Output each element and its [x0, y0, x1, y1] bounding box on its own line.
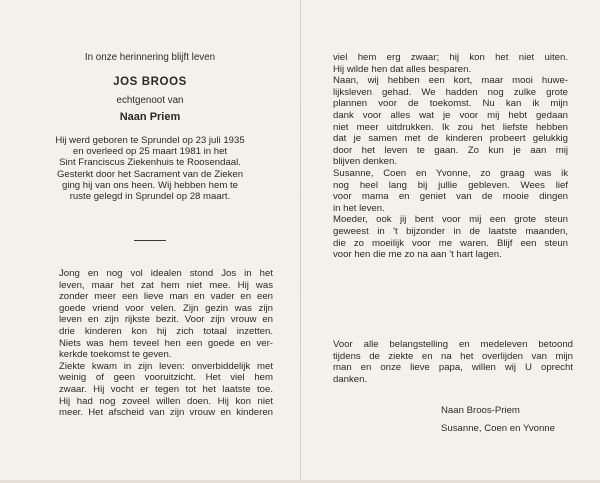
farewell-line: voor hen die me zo na aan 't hart lagen.	[333, 249, 502, 261]
farewell-line: Naan, wij hebben een kort, maar mooi huwe-	[333, 75, 568, 87]
farewell-line: dat je samen met de kinderen probeert gelukkig	[333, 133, 568, 145]
farewell-line: die zo moeilijk voor me waren. Blijf een steun	[333, 237, 568, 249]
signature-line: Naan Broos-Priem	[441, 405, 520, 416]
thanks-line: Voor alle belangstelling en medeleven betoond	[333, 339, 573, 350]
farewell-line: door het leven te gaan. Zo kun je aan mij	[333, 144, 568, 156]
story-paragraphs	[59, 268, 273, 419]
story-line: goede vriend voor velen. Zijn gezin was zijn	[59, 302, 273, 314]
bio-line: en overleed op 25 maart 1981 in het	[72, 146, 228, 158]
farewell-line: Moeder, ook jij bent voor mij een grote steun	[333, 214, 568, 226]
story-line: meer. Het afscheid van zijn vrouw en kinderen	[59, 407, 273, 419]
farewell-line: lijksleven gehad. We hadden nog zulke grote	[333, 86, 568, 98]
biography	[0, 135, 300, 202]
bio-line: ging hij van ons heen. Wij hebben hem te	[62, 179, 238, 191]
farewell-line: nog heel lang bij jullie gebleven. Wees lief	[333, 179, 568, 191]
spouse-label: echtgenoot van	[116, 95, 184, 106]
farewell-line: dank voor alles wat je voor mij hebt gedaan	[333, 109, 568, 121]
farewell-line: voor mama en geniet van de mooie dingen	[333, 191, 568, 203]
story-line: Hij had nog zoveel willen doen. Hij kon niet	[59, 395, 273, 407]
right-panel	[301, 0, 600, 483]
farewell-line: niet meer uitdrukken. Ik zou het liefste hebben	[333, 121, 568, 133]
farewell-paragraphs	[333, 52, 568, 261]
farewell-line: Hij wilde hen dat alles besparen.	[333, 63, 472, 75]
story-line: Niets was hem teveel hen een goede en ver-	[59, 337, 273, 349]
thanks-paragraph	[333, 339, 573, 385]
thanks-line: tijdens de ziekte en na het overlijden van mijn	[333, 350, 573, 362]
divider-rule	[134, 240, 166, 241]
farewell-line: blijven denken.	[333, 156, 398, 168]
farewell-line: plannen voor de toekomst. Nu kan ik mijn	[333, 98, 568, 110]
story-line: Jong en nog vol idealen stond Jos in het	[59, 268, 273, 279]
farewell-line: Susanne, Coen en Yvonne, zo graag was ik	[333, 167, 568, 179]
story-line: Ziekte kwam in zijn leven: onverbiddelijk met	[59, 360, 273, 372]
bio-line: Hij werd geboren te Sprundel op 23 juli 1935	[55, 135, 245, 146]
signature-line: Susanne, Coen en Yvonne	[441, 423, 555, 434]
spouse-name: Naan Priem	[119, 111, 181, 123]
story-line: leven, maar het zat hem niet mee. Hij was	[59, 279, 273, 291]
story-line: zwaar. Hij vocht er tegen tot het laatste toe.	[59, 383, 273, 395]
farewell-line: viel hem erg zwaar; hij kon het niet uiten.	[333, 52, 568, 63]
story-line: weinig of geen vooruitzicht. Het viel hem	[59, 372, 273, 384]
story-line: kerkde toekomst te geven.	[59, 349, 172, 361]
thanks-line: danken.	[333, 373, 368, 385]
farewell-line: in het leven.	[333, 202, 385, 214]
bio-line: Sint Franciscus Ziekenhuis te Roosendaal.	[59, 157, 241, 169]
story-line: zonder meer een lieve man en vader en een	[59, 291, 273, 303]
bio-line: Gesterkt door het Sacrament van de Zieken	[56, 168, 244, 180]
deceased-name: JOS BROOS	[113, 76, 187, 88]
farewell-line: geweest in 't bijzonder in de laatste maanden,	[333, 225, 568, 237]
story-line: leven en zijn rijkste bezit. Voor zijn vrouw en	[59, 314, 273, 326]
thanks-line: man en onze lieve papa, willen wij U oprecht	[333, 362, 573, 374]
story-line: drie kinderen kon hij zich totaal inzetten.	[59, 325, 273, 337]
bio-line: ruste gelegd in Sprundel op 28 maart.	[69, 191, 231, 203]
memory-heading: In onze herinnering blijft leven	[84, 52, 216, 63]
